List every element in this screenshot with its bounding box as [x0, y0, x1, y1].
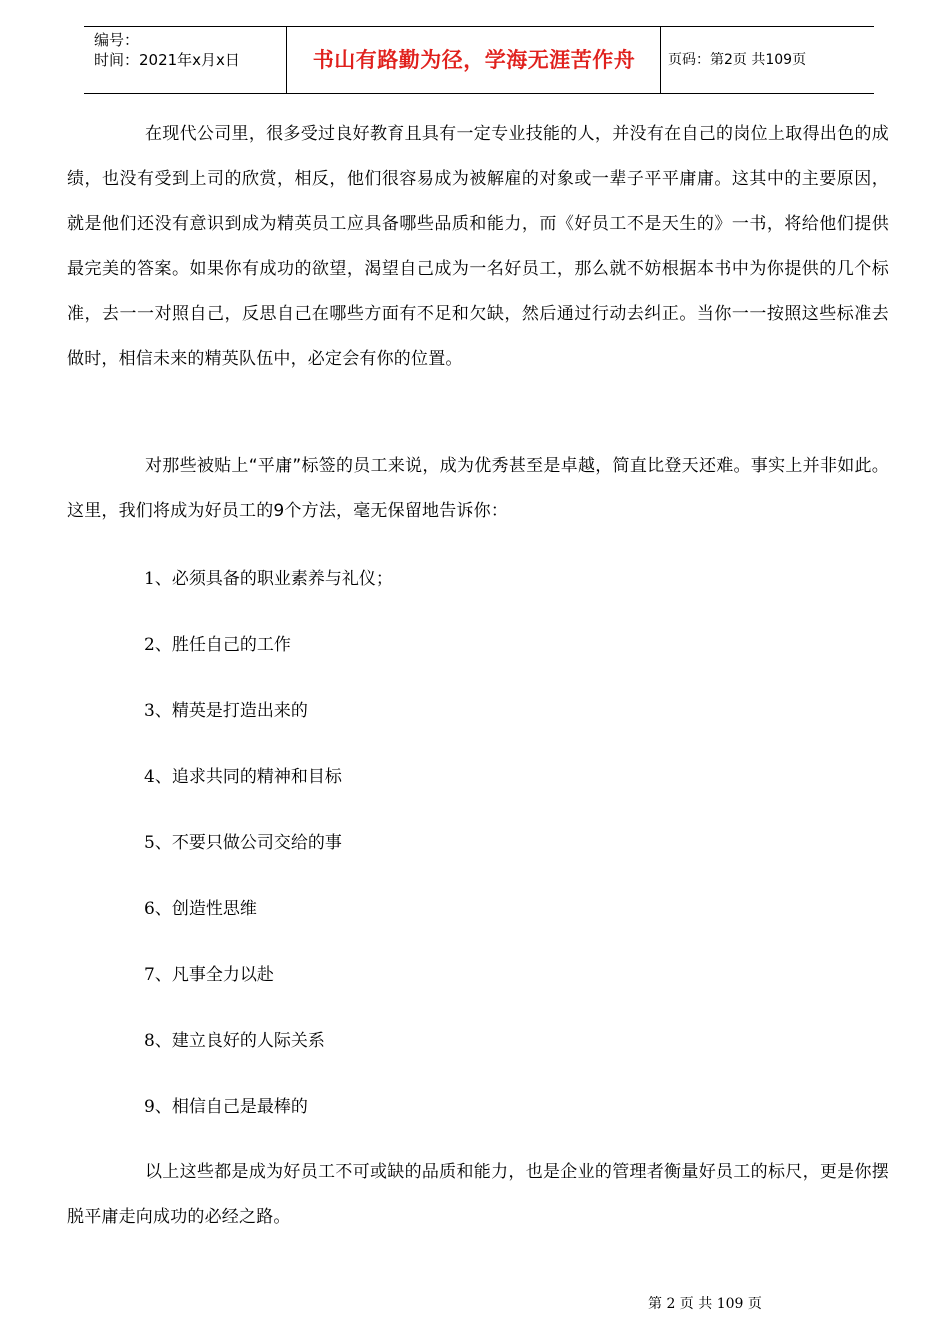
conclusion-paragraph: 以上这些都是成为好员工不可或缺的品质和能力，也是企业的管理者衡量好员工的标尺，更是你摆脱平庸走向成功的必经之路。 [67, 1162, 889, 1227]
header-number-label: 编号： [94, 31, 140, 49]
method-text: 创造性思维 [171, 899, 257, 919]
method-item [144, 765, 342, 789]
method-item [144, 633, 291, 657]
method-item [144, 831, 342, 855]
method-number: 8、 [144, 1031, 172, 1051]
header-page-label: 页码：第2页 共109页 [668, 52, 807, 68]
method-number: 4、 [144, 767, 172, 787]
methods-intro-paragraph: 对那些被贴上“平庸”标签的员工来说，成为优秀甚至是卓越，简直比登天还难。事实上并非如此。这里，我们将成为好员工的9个方法，毫无保留地告诉你： [67, 456, 889, 521]
header-meta [94, 30, 240, 70]
header-time-label: 时间：2021年x月x日 [94, 51, 240, 69]
method-number: 3、 [144, 701, 172, 721]
method-item [144, 1095, 308, 1119]
header-motto: 书山有路勤为径，学海无涯苦作舟 [312, 48, 636, 72]
method-text: 凡事全力以赴 [171, 965, 274, 985]
method-item [144, 963, 274, 987]
method-number: 1、 [144, 569, 172, 589]
header-divider-right [660, 27, 661, 93]
method-item [144, 699, 308, 723]
document-header [84, 26, 874, 94]
method-number: 6、 [144, 899, 172, 919]
page-footer: 第 2 页 共 109 页 [648, 1296, 762, 1312]
method-item [144, 1029, 325, 1053]
method-text: 胜任自己的工作 [171, 635, 291, 655]
method-number: 7、 [144, 965, 172, 985]
method-number: 2、 [144, 635, 172, 655]
method-text: 必须具备的职业素养与礼仪； [171, 569, 393, 589]
method-number: 9、 [144, 1097, 172, 1117]
method-item [144, 897, 257, 921]
method-text: 追求共同的精神和目标 [171, 767, 342, 787]
method-text: 精英是打造出来的 [171, 701, 308, 721]
method-text: 相信自己是最棒的 [171, 1097, 308, 1117]
method-text: 不要只做公司交给的事 [171, 833, 342, 853]
method-item [144, 567, 393, 591]
method-text: 建立良好的人际关系 [171, 1031, 325, 1051]
intro-paragraph: 在现代公司里，很多受过良好教育且具有一定专业技能的人，并没有在自己的岗位上取得出色的成绩，也没有受到上司的欣赏，相反，他们很容易成为被解雇的对象或一辈子平平庸庸。这其中的主要原因，就是他们还没有意识到成为精英员工应具备哪些品质和能力，而《好员工不是天生的》一书，将给他们提供最完美的答案。如果你有成功的欲望，渴望自己成为一名好员工，那么就不妨根据本书中为你提供的几个标准，去一一对照自己，反思自己在哪些方面有不足和欠缺，然后通过行动去纠正。当你一一按照这些标准去做时，相信未来的精英队伍中，必定会有你的位置。 [67, 124, 889, 369]
method-number: 5、 [144, 833, 172, 853]
header-divider-left [286, 27, 287, 93]
